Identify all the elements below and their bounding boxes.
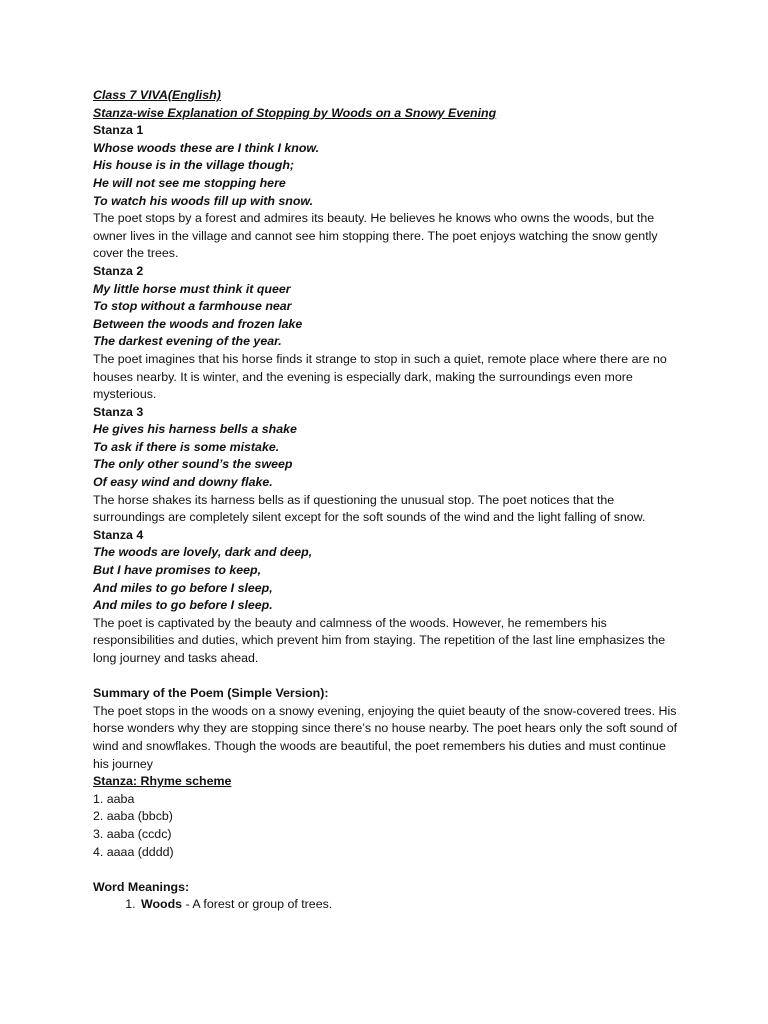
summary-text: The poet stops in the woods on a snowy evening, enjoying the quiet beauty of the snow-covered trees. His horse wonders why they are stopping since there’s no house nearby. The poet hears only the soft sound of wind and snowflakes. Though the woods are beautiful, the poet remembers his duties and must continue his journey — [93, 703, 678, 771]
poem-line: But I have promises to keep, — [93, 563, 262, 578]
stanza-heading: Stanza 1 — [93, 123, 144, 138]
summary-heading: Summary of the Poem (Simple Version): — [93, 686, 329, 701]
blank-line — [93, 861, 678, 879]
poem-line: Whose woods these are I think I know. — [93, 140, 320, 155]
poem-line: He will not see me stopping here — [93, 175, 286, 190]
word-meanings-list — [93, 896, 678, 914]
rhyme-scheme-item: 2. aaba (bbcb) — [93, 809, 173, 824]
poem-line: The woods are lovely, dark and deep, — [93, 545, 313, 560]
poem-line: He gives his harness bells a shake — [93, 422, 297, 437]
blank-line — [93, 668, 678, 686]
stanza-heading: Stanza 4 — [93, 527, 144, 542]
stanza-heading: Stanza 2 — [93, 263, 144, 278]
poem-line: And miles to go before I sleep, — [93, 580, 273, 595]
document-subtitle: Stanza-wise Explanation of Stopping by Woods on a Snowy Evening — [93, 105, 497, 120]
poem-line: Between the woods and frozen lake — [93, 316, 303, 331]
poem-line: To ask if there is some mistake. — [93, 439, 280, 454]
word-meanings-heading: Word Meanings: — [93, 879, 190, 894]
stanza-explanation: The poet stops by a forest and admires its beauty. He believes he knows who owns the woods, but the owner lives in the village and cannot see him stopping there. The poet enjoys watching the snow gently cover the trees. — [93, 211, 658, 261]
document-title: Class 7 VIVA(English) — [93, 88, 221, 102]
rhyme-scheme-item: 3. aaba (ccdc) — [93, 826, 172, 841]
stanza-heading: Stanza 3 — [93, 404, 144, 419]
rhyme-scheme-item: 4. aaaa (dddd) — [93, 844, 174, 859]
poem-line: My little horse must think it queer — [93, 281, 291, 296]
stanza-explanation: The poet imagines that his horse finds it strange to stop in such a quiet, remote place where there are no houses nearby. It is winter, and the evening is especially dark, making the surroundings even more mysterious. — [93, 351, 667, 402]
poem-line: To stop without a farmhouse near — [93, 299, 292, 314]
poem-line: The only other sound’s the sweep — [93, 457, 293, 472]
poem-line: And miles to go before I sleep. — [93, 598, 273, 613]
word-meaning-item — [139, 896, 678, 914]
poem-line: The darkest evening of the year. — [93, 334, 282, 349]
stanza-explanation: The poet is captivated by the beauty and calmness of the woods. However, he remembers his responsibilities and duties, which prevent him from staying. The repetition of the last line emphasizes the long journey and tasks ahead. — [93, 615, 666, 665]
word-definition: - A forest or group of trees. — [182, 897, 333, 912]
rhyme-scheme-item: 1. aaba — [93, 791, 135, 806]
rhyme-scheme-heading: Stanza: Rhyme scheme — [93, 774, 232, 789]
poem-line: Of easy wind and downy flake. — [93, 475, 273, 490]
poem-line: To watch his woods fill up with snow. — [93, 193, 314, 208]
poem-line: His house is in the village though; — [93, 158, 295, 173]
word-term: Woods — [141, 897, 183, 912]
stanza-explanation: The horse shakes its harness bells as if questioning the unusual stop. The poet notices that the surroundings are completely silent except for the soft sounds of the wind and the light falling of snow. — [93, 492, 646, 525]
